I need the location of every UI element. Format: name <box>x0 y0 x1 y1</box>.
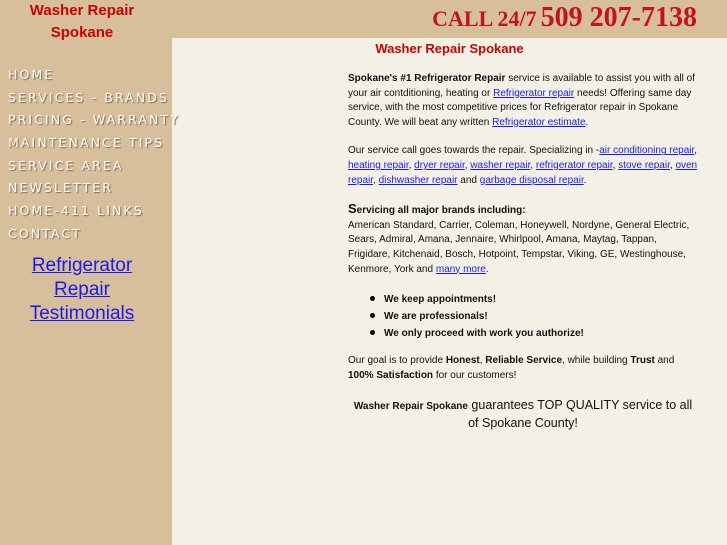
goal-text3: and <box>654 355 675 367</box>
service-paragraph: Our service call goes towards the repair. Specializing in -air conditioning repair, heating repair, dryer repair, washer repair, refrigerator repair, stove repair, oven repair, dishwasher repair and garbage disposal repair. <box>348 145 698 186</box>
site-title-line2: Spokane <box>50 24 114 41</box>
garbage-disposal-repair-link[interactable]: garbage disposal repair <box>479 174 584 186</box>
main-nav <box>8 64 180 246</box>
main-content <box>348 72 698 432</box>
nav-service-area[interactable]: SERVICE AREA <box>8 157 124 173</box>
intro-paragraph <box>348 72 698 130</box>
nav-services-brands[interactable]: SERVICES - BRANDS <box>8 89 170 105</box>
intro-text2: needs! Offering same day service, with the most competitive prices for Refrigerator repair in Spokane County. We will beat any written <box>348 87 692 128</box>
brands-paragraph: Servicing all major brands including: American Standard, Carrier, Coleman, Honeywell, Nordyne, General Electric, Sears, Admiral, Amana, Jennaire, Whirlpool, Amana, Maytag, Tappan, Frigidare, Kitchenaid, Bosch, Hotpoint, Tempstar, Viking, GE, Westinghouse, Kenmore, York and many more. <box>348 201 690 275</box>
intro-bold: Spokane's #1 Refrigerator Repair <box>348 73 506 84</box>
list-item <box>368 325 698 342</box>
guarantee-text: guarantees TOP QUALITY service to all of Spokane County! <box>467 398 693 431</box>
testimonials-link[interactable] <box>0 254 164 326</box>
bullet-icon <box>370 330 375 335</box>
testimonials-line3: Testimonials <box>29 303 135 324</box>
testimonials-line2: Repair <box>54 279 110 300</box>
goal-honest: Honest <box>445 355 480 367</box>
service-text: Our service call goes towards the repair. Specializing in - <box>348 145 600 157</box>
goal-paragraph: Our goal is to provide Honest, Reliable Service, while building Trust and 100% Satisfaction for our customers! <box>348 355 675 381</box>
nav-home-411-links[interactable]: HOME-411 LINKS <box>8 203 144 219</box>
brands-title-first: S <box>348 201 357 217</box>
phone-banner <box>432 2 697 34</box>
nav-pricing-warranty[interactable]: PRICING - WARRANTY <box>8 112 180 128</box>
bullet-icon <box>370 313 375 318</box>
dishwasher-repair-link[interactable]: dishwasher repair <box>378 174 458 186</box>
bullet-icon <box>370 296 375 301</box>
page-heading: Washer Repair Spokane <box>375 41 524 56</box>
heating-repair-link[interactable]: heating repair <box>348 159 409 171</box>
bullet-text: We keep appointments! <box>384 294 497 306</box>
list-item <box>368 291 698 308</box>
phone-number: 509 207-7138 <box>540 2 697 33</box>
intro-text1: service is available to assist you with all of your air contditioning, heating or <box>348 73 695 99</box>
goal-satisfaction: 100% Satisfaction <box>348 369 434 381</box>
nav-home[interactable]: HOME <box>8 67 55 82</box>
site-title[interactable] <box>0 0 164 44</box>
phone-prefix: CALL 24/7 <box>432 6 537 31</box>
brands-title-rest: ervicing all major brands including: <box>356 205 526 217</box>
guarantee-statement <box>348 397 698 432</box>
many-more-link[interactable]: many more <box>435 263 486 275</box>
brands-title <box>348 201 526 217</box>
list-item <box>368 308 698 325</box>
stove-repair-link[interactable]: stove repair <box>618 159 670 171</box>
bullet-text: We are professionals! <box>384 311 488 323</box>
refrigerator-repair-link[interactable]: Refrigerator repair <box>493 87 575 99</box>
nav-maintenance-tips[interactable]: MAINTENANCE TIPS <box>8 135 165 151</box>
nav-contact[interactable]: CONTACT <box>8 225 82 241</box>
goal-text4: for our customers! <box>433 369 517 381</box>
ac-repair-link[interactable]: air conditioning repair <box>599 145 695 157</box>
goal-trust: Trust <box>630 355 655 367</box>
washer-repair-link[interactable]: washer repair <box>470 159 531 171</box>
nav-newsletter[interactable]: NEWSLETTER <box>8 180 114 196</box>
refrigerator-estimate-link[interactable]: Refrigerator estimate <box>492 116 586 128</box>
fridge-repair-link[interactable]: refrigerator repair <box>535 159 613 171</box>
and-word: and <box>457 174 480 186</box>
dryer-repair-link[interactable]: dryer repair <box>414 159 465 171</box>
guarantee-bold: Washer Repair Spokane <box>353 401 468 413</box>
site-title-line1: Washer Repair <box>29 2 135 19</box>
testimonials-line1: Refrigerator <box>31 255 133 276</box>
bullet-text: We only proceed with work you authorize! <box>384 328 584 340</box>
oven-repair-link[interactable]: oven repair <box>348 159 698 186</box>
goal-text1: Our goal is to provide <box>348 355 446 367</box>
brands-list: American Standard, Carrier, Coleman, Honeywell, Nordyne, General Electric, Sears, Admiral, Amana, Jennaire, Whirlpool, Amana, Maytag, Tappan, Frigidare, Kitchenaid, Bosch, Hotpoint, Tempstar, Viking, GE, Westinghouse, Kenmore, York and <box>348 219 690 275</box>
intro-text3: . <box>585 116 589 128</box>
goal-reliable: Reliable Service <box>485 355 563 367</box>
goal-text2: , while building <box>562 355 631 367</box>
promise-list <box>368 291 698 342</box>
